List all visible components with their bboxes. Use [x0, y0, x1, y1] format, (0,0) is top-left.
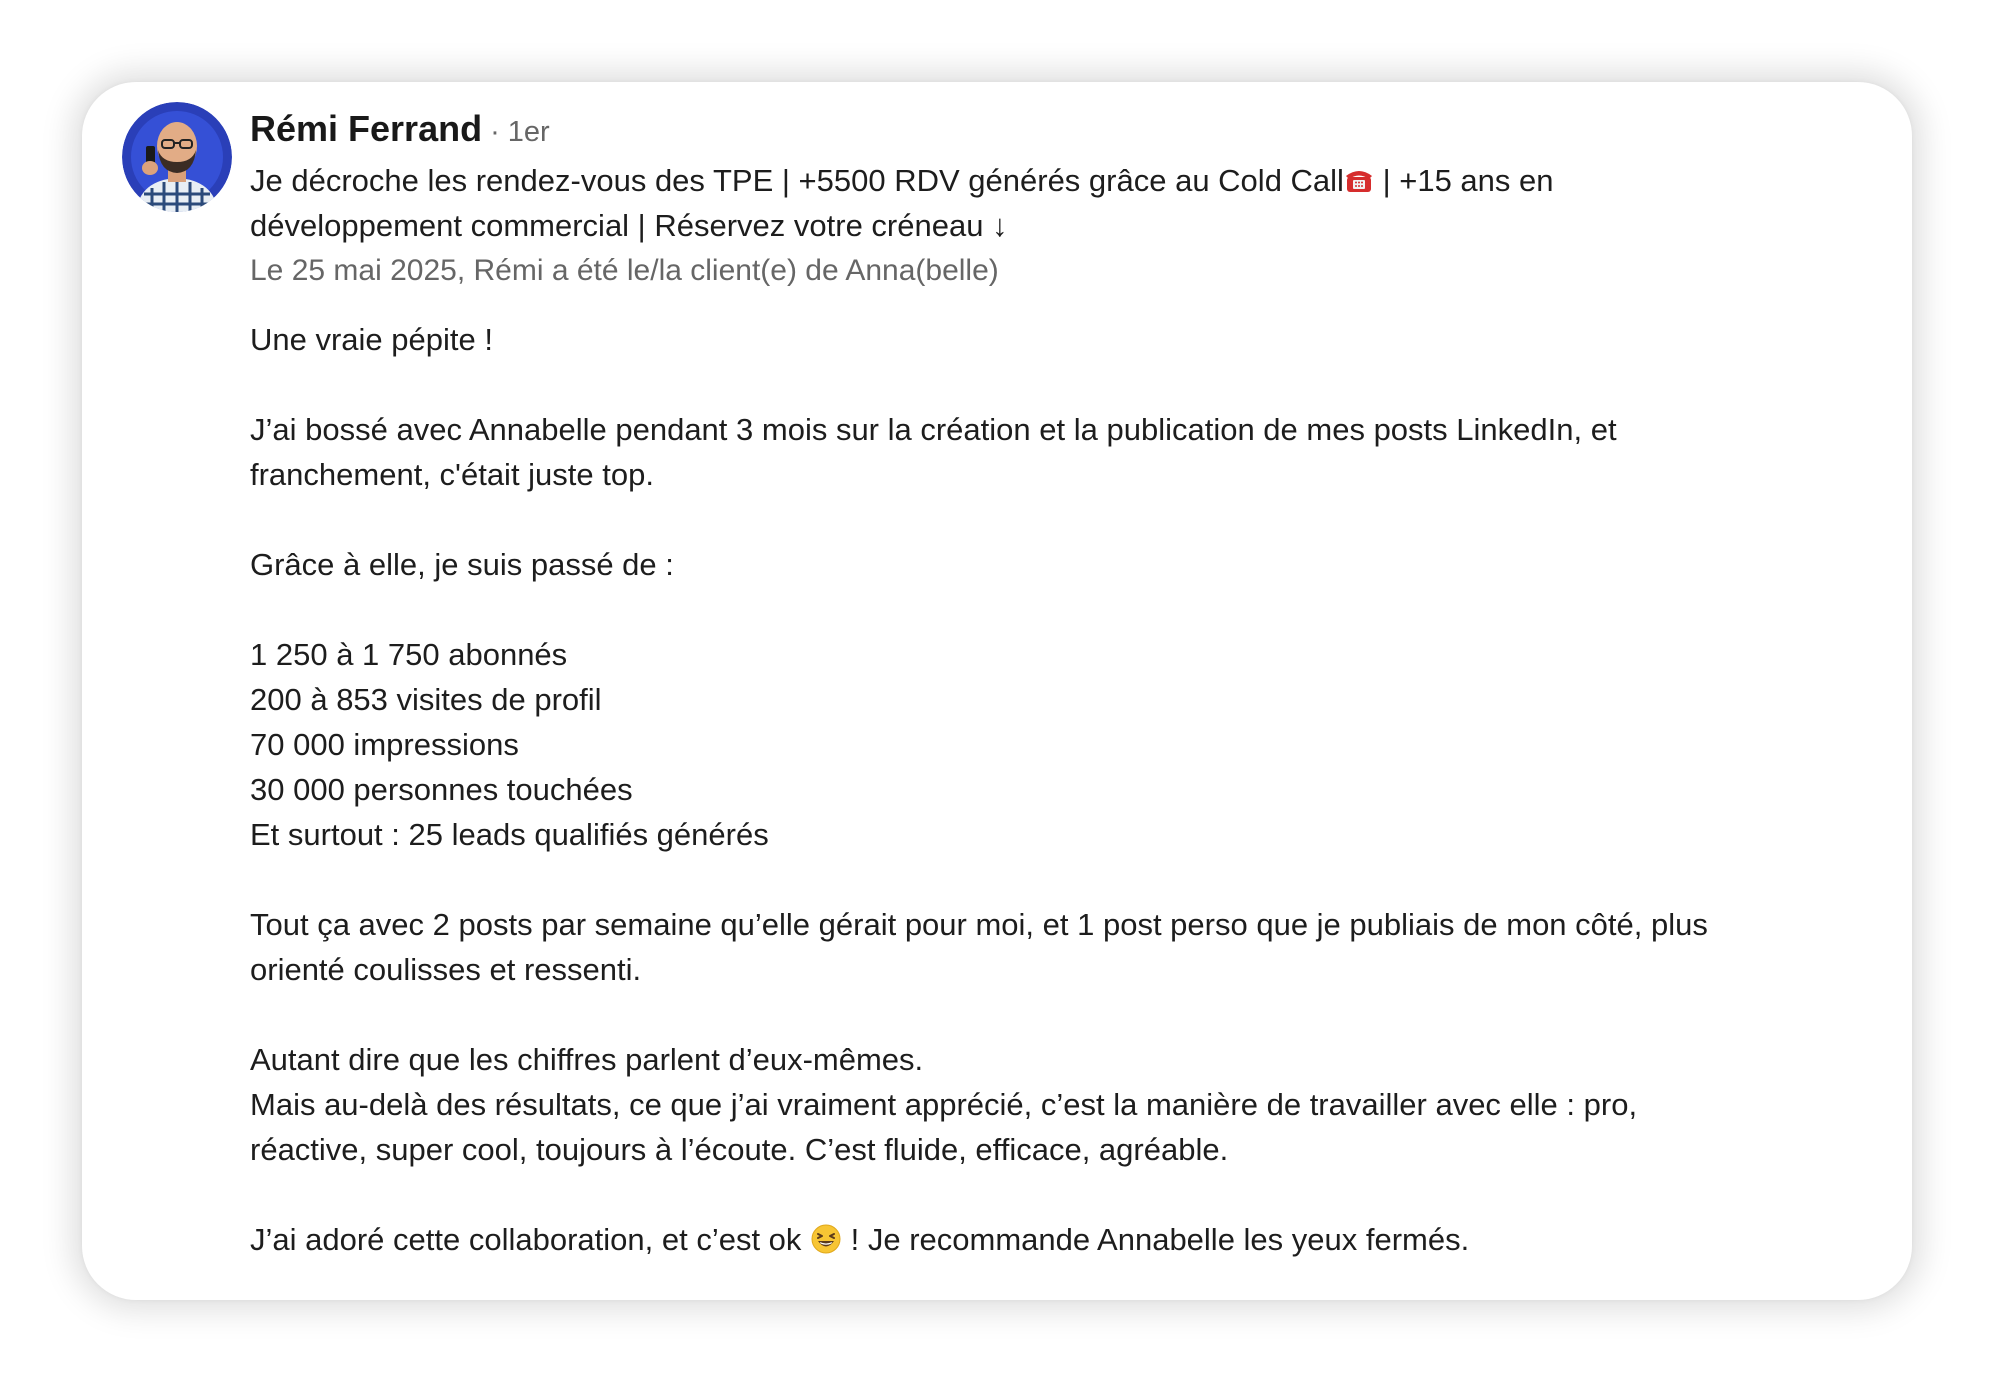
body-paragraph: J’ai bossé avec Annabelle pendant 3 mois sur la création et la publication de mes posts LinkedIn, et franchement, c'était juste top. [250, 412, 1617, 492]
relation-date: Le 25 mai 2025, Rémi a été le/la client(e) de Anna(belle) [250, 254, 999, 287]
closing-paragraph [250, 1217, 1870, 1262]
author-avatar[interactable] [122, 102, 232, 212]
closing-text-1: J’ai adoré cette collaboration, et c’est ok [250, 1222, 811, 1257]
telephone-icon [1344, 165, 1374, 195]
connection-degree: · 1er [490, 116, 550, 148]
author-header [250, 106, 1870, 152]
headline-text-2: | +15 ans en développement commercial | Réservez votre créneau ↓ [250, 163, 1554, 243]
grinning-face-icon [810, 1223, 842, 1255]
body-paragraph: Grâce à elle, je suis passé de : [250, 547, 674, 582]
body-paragraph: Tout ça avec 2 posts par semaine qu’elle gérait pour moi, et 1 post perso que je publiais de mon côté, plus orienté coulisses et ressenti. [250, 907, 1708, 987]
profile-photo [122, 102, 232, 212]
recommendation-content [250, 106, 1870, 1307]
author-headline [250, 158, 1870, 248]
recommendation-card [82, 82, 1912, 1300]
body-paragraph: Autant dire que les chiffres parlent d’eux-mêmes. Mais au-delà des résultats, ce que j’ai vraiment apprécié, c’est la manière de travailler avec elle : pro, réactive, super cool, toujours à l’écoute. C’est fluide, efficace, agréable. [250, 1042, 1638, 1167]
recommendation-body [250, 317, 1870, 1262]
body-paragraph: Une vraie pépite ! [250, 322, 493, 357]
closing-text-2: ! Je recommande Annabelle les yeux fermés. [842, 1222, 1470, 1257]
headline-text-1: Je décroche les rendez-vous des TPE | +5500 RDV générés grâce au Cold Call [250, 163, 1344, 198]
results-list: 1 250 à 1 750 abonnés 200 à 853 visites de profil 70 000 impressions 30 000 personnes touchées Et surtout : 25 leads qualifiés générés [250, 637, 769, 852]
author-name[interactable]: Rémi Ferrand [250, 108, 483, 149]
